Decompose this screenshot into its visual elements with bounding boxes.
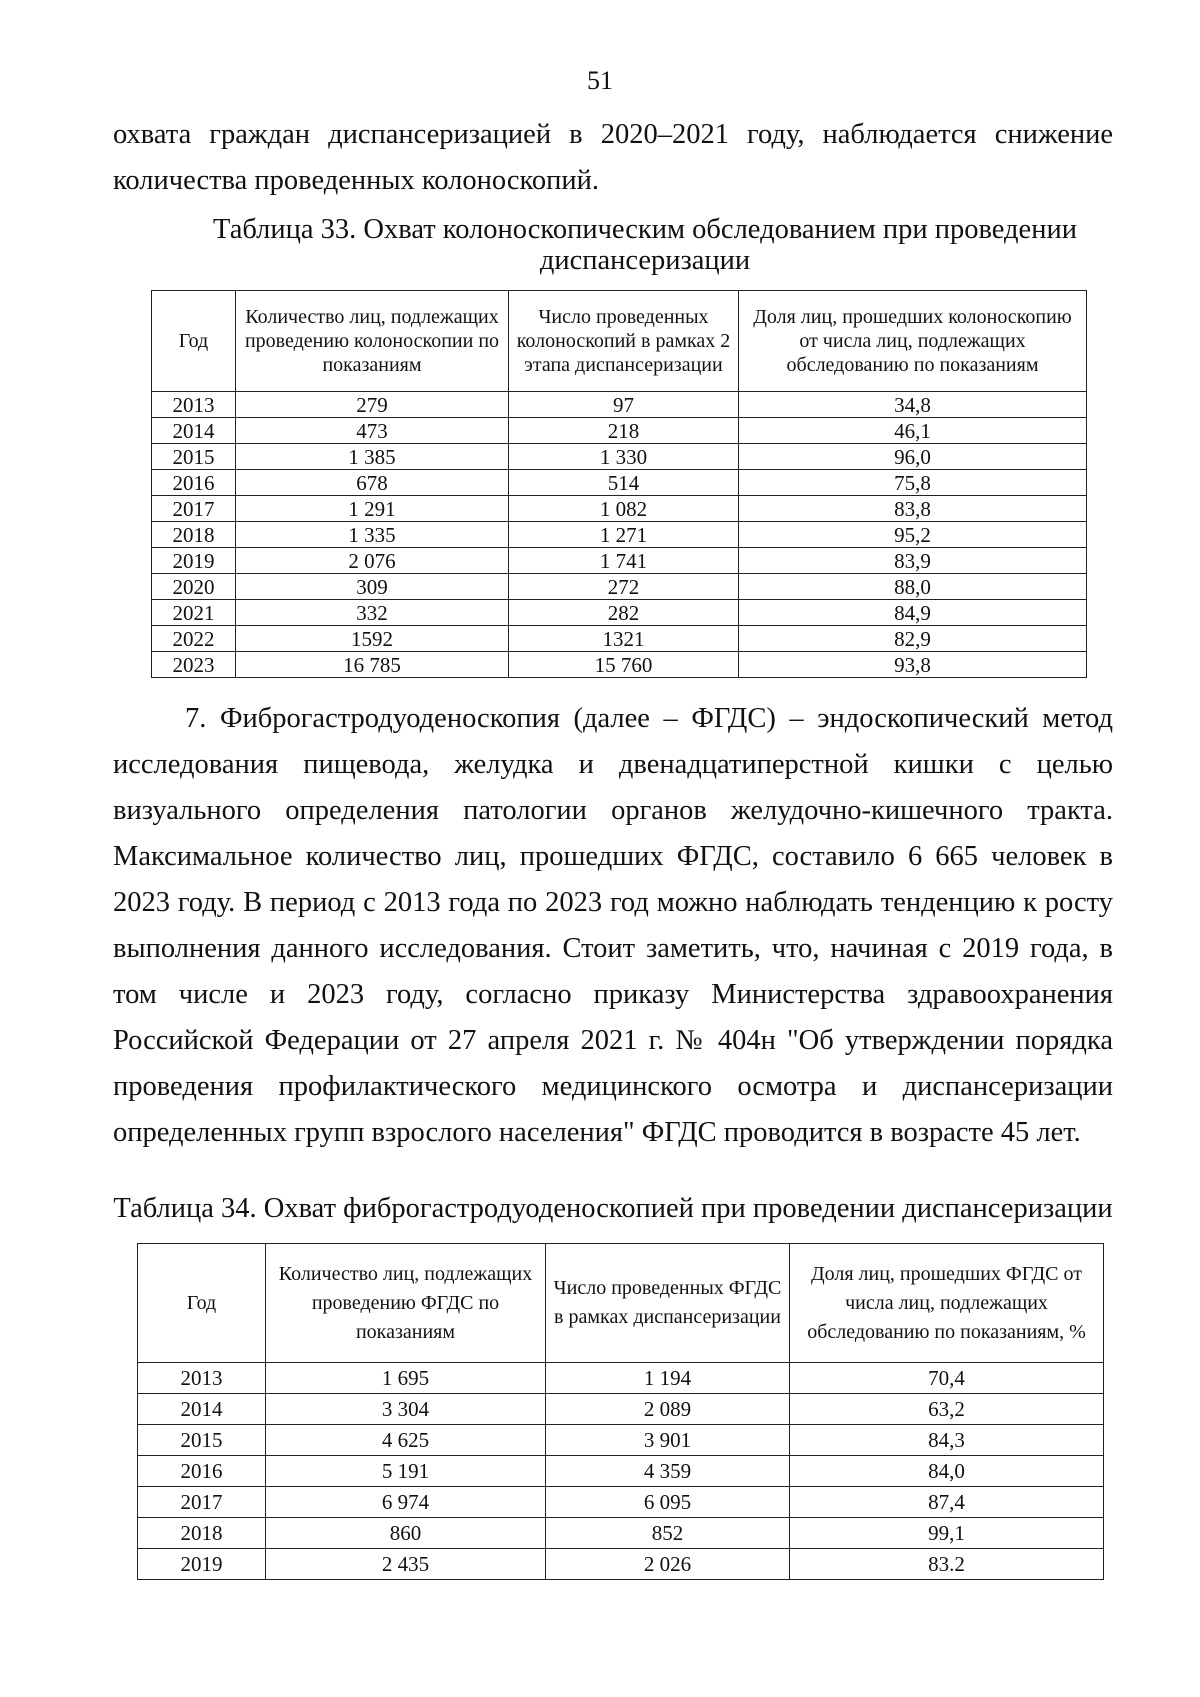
cell-performed: 97 xyxy=(509,392,739,418)
table-row xyxy=(138,1487,1104,1518)
cell-share: 84,9 xyxy=(739,600,1087,626)
cell-eligible: 332 xyxy=(236,600,509,626)
cell-share: 96,0 xyxy=(739,444,1087,470)
table-row xyxy=(152,600,1087,626)
table34-header-eligible: Количество лиц, подлежащих проведению ФГДС по показаниям xyxy=(266,1244,546,1363)
table-row xyxy=(152,470,1087,496)
table-row xyxy=(138,1394,1104,1425)
table34-header-performed: Число проведенных ФГДС в рамках диспансеризации xyxy=(546,1244,790,1363)
table33-caption: Таблица 33. Охват колоноскопическим обследованием при проведении диспансеризации xyxy=(213,214,1077,276)
cell-performed: 1 330 xyxy=(509,444,739,470)
cell-year: 2014 xyxy=(152,418,236,444)
cell-eligible: 473 xyxy=(236,418,509,444)
cell-year: 2015 xyxy=(152,444,236,470)
cell-performed: 3 901 xyxy=(546,1425,790,1456)
cell-eligible: 678 xyxy=(236,470,509,496)
cell-share: 83,8 xyxy=(739,496,1087,522)
table34-header-year: Год xyxy=(138,1244,266,1363)
cell-share: 84,0 xyxy=(790,1456,1104,1487)
table-row xyxy=(138,1425,1104,1456)
cell-eligible: 2 076 xyxy=(236,548,509,574)
cell-eligible: 5 191 xyxy=(266,1456,546,1487)
table33-header-row xyxy=(152,291,1087,392)
cell-year: 2020 xyxy=(152,574,236,600)
cell-performed: 1 082 xyxy=(509,496,739,522)
table-row xyxy=(152,626,1087,652)
cell-performed: 2 026 xyxy=(546,1549,790,1580)
cell-performed: 1 271 xyxy=(509,522,739,548)
cell-share: 95,2 xyxy=(739,522,1087,548)
cell-share: 99,1 xyxy=(790,1518,1104,1549)
table34-header-share: Доля лиц, прошедших ФГДС от числа лиц, подлежащих обследованию по показаниям, % xyxy=(790,1244,1104,1363)
table-row xyxy=(152,418,1087,444)
cell-eligible: 1 335 xyxy=(236,522,509,548)
table33-header-share: Доля лиц, прошедших колоноскопию от числа лиц, подлежащих обследованию по показаниям xyxy=(739,291,1087,392)
table33 xyxy=(151,290,1087,678)
cell-eligible: 1 291 xyxy=(236,496,509,522)
table-row xyxy=(138,1549,1104,1580)
cell-share: 70,4 xyxy=(790,1363,1104,1394)
cell-eligible: 4 625 xyxy=(266,1425,546,1456)
cell-eligible: 279 xyxy=(236,392,509,418)
table-row xyxy=(138,1363,1104,1394)
cell-share: 84,3 xyxy=(790,1425,1104,1456)
cell-eligible: 860 xyxy=(266,1518,546,1549)
table33-header-performed: Число проведенных колоноскопий в рамках 2 этапа диспансеризации xyxy=(509,291,739,392)
table-row xyxy=(152,392,1087,418)
cell-share: 93,8 xyxy=(739,652,1087,678)
cell-eligible: 309 xyxy=(236,574,509,600)
cell-year: 2017 xyxy=(138,1487,266,1518)
cell-eligible: 1 695 xyxy=(266,1363,546,1394)
table33-header-year: Год xyxy=(152,291,236,392)
main-paragraph: 7. Фиброгастродуоденоскопия (далее – ФГДС) – эндоскопический метод исследования пищевода, желудка и двенадцатиперстной кишки с целью визуального определения патологии органов желудочно-кишечного тракта. Максимальное количество лиц, прошедших ФГДС, составило 6 665 человек в 2023 году. В период с 2013 года по 2023 год можно наблюдать тенденцию к росту выполнения данного исследования. Стоит заметить, что, начиная с 2019 года, в том числе и 2023 году, согласно приказу Министерства здравоохранения Российской Федерации от 27 апреля 2021 г. № 404н "Об утверждении порядка проведения профилактического медицинского осмотра и диспансеризации определенных групп взрослого населения" ФГДС проводится в возрасте 45 лет. xyxy=(113,703,1113,1148)
cell-eligible: 16 785 xyxy=(236,652,509,678)
table34-header-row xyxy=(138,1244,1104,1363)
cell-performed: 514 xyxy=(509,470,739,496)
table-row xyxy=(152,574,1087,600)
cell-year: 2016 xyxy=(138,1456,266,1487)
cell-year: 2013 xyxy=(138,1363,266,1394)
cell-year: 2017 xyxy=(152,496,236,522)
cell-performed: 218 xyxy=(509,418,739,444)
cell-year: 2018 xyxy=(152,522,236,548)
cell-year: 2015 xyxy=(138,1425,266,1456)
cell-eligible: 1592 xyxy=(236,626,509,652)
cell-share: 87,4 xyxy=(790,1487,1104,1518)
cell-share: 34,8 xyxy=(739,392,1087,418)
table34 xyxy=(137,1243,1104,1580)
cell-year: 2022 xyxy=(152,626,236,652)
cell-share: 63,2 xyxy=(790,1394,1104,1425)
cell-year: 2018 xyxy=(138,1518,266,1549)
cell-share: 83,9 xyxy=(739,548,1087,574)
cell-year: 2016 xyxy=(152,470,236,496)
cell-eligible: 3 304 xyxy=(266,1394,546,1425)
table-row xyxy=(152,652,1087,678)
table-row xyxy=(152,548,1087,574)
cell-performed: 2 089 xyxy=(546,1394,790,1425)
table34-caption: Таблица 34. Охват фиброгастродуоденоскопией при проведении диспансеризации xyxy=(113,1193,1113,1224)
cell-share: 75,8 xyxy=(739,470,1087,496)
cell-performed: 1321 xyxy=(509,626,739,652)
cell-performed: 852 xyxy=(546,1518,790,1549)
cell-performed: 4 359 xyxy=(546,1456,790,1487)
cell-year: 2019 xyxy=(152,548,236,574)
table-row xyxy=(152,444,1087,470)
page-number: 51 xyxy=(587,66,613,95)
table-row xyxy=(138,1518,1104,1549)
cell-year: 2021 xyxy=(152,600,236,626)
table-row xyxy=(152,496,1087,522)
cell-share: 83.2 xyxy=(790,1549,1104,1580)
cell-share: 82,9 xyxy=(739,626,1087,652)
table-row xyxy=(138,1456,1104,1487)
cell-share: 88,0 xyxy=(739,574,1087,600)
intro-paragraph: охвата граждан диспансеризацией в 2020–2021 году, наблюдается снижение количества проведенных колоноскопий. xyxy=(113,119,1113,196)
cell-performed: 1 194 xyxy=(546,1363,790,1394)
table33-header-eligible: Количество лиц, подлежащих проведению колоноскопии по показаниям xyxy=(236,291,509,392)
cell-year: 2023 xyxy=(152,652,236,678)
cell-performed: 272 xyxy=(509,574,739,600)
cell-share: 46,1 xyxy=(739,418,1087,444)
cell-eligible: 6 974 xyxy=(266,1487,546,1518)
cell-eligible: 2 435 xyxy=(266,1549,546,1580)
cell-year: 2019 xyxy=(138,1549,266,1580)
cell-performed: 1 741 xyxy=(509,548,739,574)
cell-performed: 15 760 xyxy=(509,652,739,678)
cell-performed: 6 095 xyxy=(546,1487,790,1518)
table-row xyxy=(152,522,1087,548)
cell-eligible: 1 385 xyxy=(236,444,509,470)
cell-year: 2014 xyxy=(138,1394,266,1425)
cell-performed: 282 xyxy=(509,600,739,626)
cell-year: 2013 xyxy=(152,392,236,418)
